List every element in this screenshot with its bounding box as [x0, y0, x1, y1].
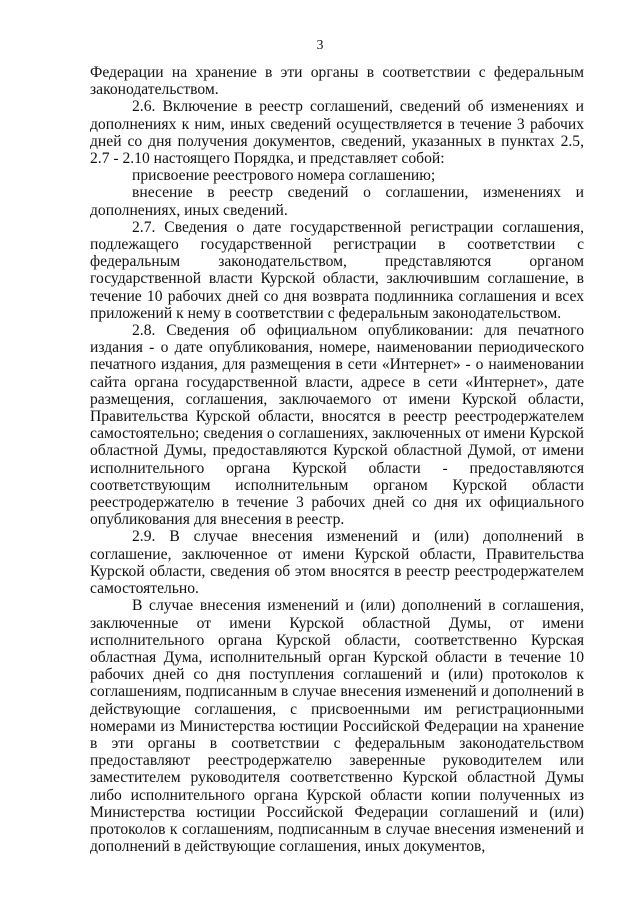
- page-number: 3: [316, 38, 324, 53]
- paragraph-2-9: 2.9. В случае внесения изменений и (или) дополнений в соглашение, заключенное от имени Курской области, Правительства Курской области, сведения об этом вносятся в реестр реестродержателем самостоятельно.: [90, 528, 584, 598]
- paragraph: Федерации на хранение в эти органы в соответствии с федеральным законодательством.: [90, 64, 584, 99]
- paragraph-item: присвоение реестрового номера соглашению;: [132, 167, 436, 185]
- paragraph-item: внесение в реестр сведений о соглашении, изменениях и дополнениях, иных сведений.: [90, 184, 584, 219]
- paragraph-2-7: 2.7. Сведения о дате государственной регистрации соглашения, подлежащего государственной регистрации в соответствии с федеральным законодательством, представляются органом государственной власти Курской области, заключившим соглашение, в течение 10 рабочих дней со дня возврата подлинника соглашения и всех приложений к нему в соответствии с федеральным законодательством.: [90, 218, 584, 322]
- paragraph: В случае внесения изменений и (или) дополнений в соглашения, заключенные от имени Курской областной Думы, от имени исполнительного органа Курской области, соответственно Курская областная Дума, исполнительный орган Курской области в течение 10 рабочих дней со дня поступления соглашений и (или) протоколов к соглашениям, подписанным в случае внесения изменений и дополнений в действующие соглашения, с присвоенными им регистрационными номерами из Министерства юстиции Российской Федерации на хранение в эти органы в соответствии с федеральным законодательством предоставляют реестродержателю заверенные руководителем или заместителем руководителя соответственно Курской областной Думы либо исполнительного органа Курской области копии полученных из Министерства юстиции Российской Федерации соглашений и (или) протоколов к соглашениям, подписанным в случае внесения изменений и дополнений в действующие соглашения, иных документов,: [90, 597, 584, 856]
- paragraph-2-8: 2.8. Сведения об официальном опубликовании: для печатного издания - о дате опубликования, номере, наименовании периодического печатного издания, для размещения в сети «Интернет» - о наименовании сайта органа государственной власти, адресе в сети «Интернет», дате размещения, соглашения, заключаемого от имени Курской области, Правительства Курской области, вносятся в реестр реестродержателем самостоятельно; сведения о соглашениях, заключенных от имени Курской областной Думы, предоставляются Курской областной Думой, от имени исполнительного органа Курской области - предоставляются соответствующим исполнительным органом Курской области реестродержателю в течение 3 рабочих дней со дня их официального опубликования для внесения в реестр.: [90, 322, 584, 529]
- document-body: [90, 64, 584, 855]
- paragraph-2-6: 2.6. Включение в реестр соглашений, сведений об изменениях и дополнениях к ним, иных сведений осуществляется в течение 3 рабочих дней со дня получения документов, сведений, указанных в пунктах 2.5, 2.7 - 2.10 настоящего Порядка, и представляет собой:: [90, 98, 584, 168]
